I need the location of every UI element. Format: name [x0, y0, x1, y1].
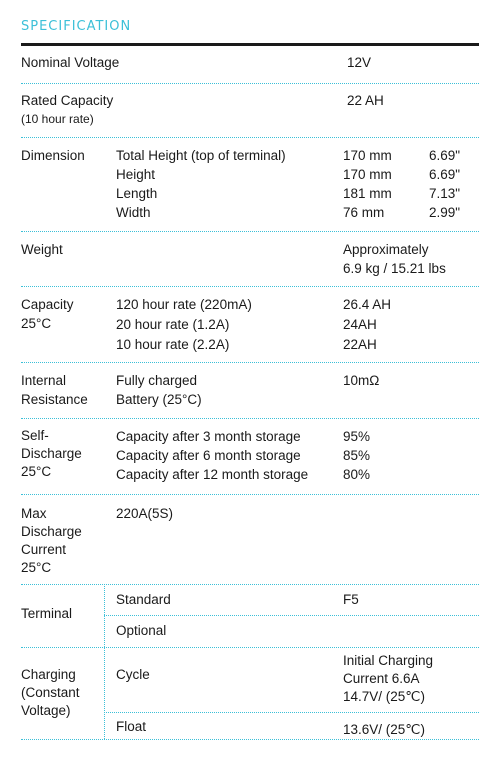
label-dimension: Dimension	[21, 148, 85, 163]
row-separator	[104, 712, 479, 713]
label-charging-line1: Charging	[21, 667, 76, 682]
capacity-item-name: 20 hour rate (1.2A)	[116, 317, 230, 332]
value-weight-line2: 6.9 kg / 15.21 lbs	[343, 261, 446, 276]
internal-resistance-condition-line2: Battery (25°C)	[116, 392, 202, 407]
dimension-item-mm: 170 mm	[343, 167, 392, 182]
self-discharge-item-value: 95%	[343, 429, 371, 444]
charging-cycle-line3: 14.7V/ (25℃)	[343, 689, 425, 704]
label-self-discharge-line3: 25°C	[21, 464, 52, 479]
terminal-standard-label: Standard	[116, 592, 171, 607]
label-rated-capacity: Rated Capacity	[21, 93, 114, 108]
label-max-discharge-line1: Max	[21, 506, 47, 521]
capacity-item-value: 24AH	[343, 317, 377, 332]
row-separator	[21, 286, 479, 287]
row-separator	[21, 83, 479, 84]
dimension-item-mm: 181 mm	[343, 186, 392, 201]
label-max-discharge-line2: Discharge	[21, 524, 82, 539]
label-internal-resistance-line1: Internal	[21, 373, 67, 388]
dimension-item-name: Width	[116, 205, 151, 220]
row-separator	[21, 739, 479, 740]
label-charging-line2: (Constant	[21, 685, 80, 700]
spec-title: SPECIFICATION	[21, 19, 132, 34]
capacity-item-name: 10 hour rate (2.2A)	[116, 337, 230, 352]
capacity-item-name: 120 hour rate (220mA)	[116, 297, 252, 312]
dimension-item-mm: 76 mm	[343, 205, 385, 220]
dimension-item-name: Length	[116, 186, 158, 201]
value-nominal-voltage: 12V	[347, 55, 372, 70]
row-separator	[21, 584, 479, 585]
label-max-discharge-line3: Current	[21, 542, 67, 557]
column-separator	[104, 647, 105, 739]
row-separator	[104, 615, 479, 616]
terminal-optional-label: Optional	[116, 623, 167, 638]
charging-cycle-line2: Current 6.6A	[343, 671, 420, 686]
internal-resistance-condition-line1: Fully charged	[116, 373, 198, 388]
capacity-item-value: 22AH	[343, 337, 377, 352]
row-separator	[21, 494, 479, 495]
label-terminal: Terminal	[21, 606, 73, 621]
label-capacity: Capacity	[21, 297, 74, 312]
value-max-discharge: 220A(5S)	[116, 506, 174, 521]
note-rated-capacity: (10 hour rate)	[21, 112, 94, 126]
self-discharge-item-name: Capacity after 12 month storage	[116, 467, 309, 482]
value-internal-resistance: 10mΩ	[343, 373, 380, 388]
dimension-item-inch: 6.69"	[429, 148, 461, 163]
title-underline	[21, 43, 479, 46]
dimension-item-name: Total Height (top of terminal)	[116, 148, 286, 163]
charging-cycle-label: Cycle	[116, 667, 150, 682]
dimension-item-inch: 7.13"	[429, 186, 461, 201]
row-separator	[21, 137, 479, 138]
label-nominal-voltage: Nominal Voltage	[21, 55, 120, 70]
charging-float-label: Float	[116, 719, 147, 734]
self-discharge-item-name: Capacity after 3 month storage	[116, 429, 301, 444]
dimension-item-name: Height	[116, 167, 156, 182]
self-discharge-item-value: 85%	[343, 448, 371, 463]
terminal-standard-value: F5	[343, 592, 359, 607]
label-weight: Weight	[21, 242, 63, 257]
label-max-discharge-line4: 25°C	[21, 560, 52, 575]
self-discharge-item-name: Capacity after 6 month storage	[116, 448, 301, 463]
row-separator	[21, 647, 479, 648]
charging-float-value: 13.6V/ (25℃)	[343, 722, 425, 737]
label-self-discharge-line1: Self-	[21, 428, 49, 443]
label-self-discharge-line2: Discharge	[21, 446, 82, 461]
dimension-item-mm: 170 mm	[343, 148, 392, 163]
dimension-item-inch: 6.69"	[429, 167, 461, 182]
capacity-item-value: 26.4 AH	[343, 297, 392, 312]
self-discharge-item-value: 80%	[343, 467, 371, 482]
value-rated-capacity: 22 AH	[347, 93, 384, 108]
capacity-temp: 25°C	[21, 316, 52, 331]
row-separator	[21, 231, 479, 232]
row-separator	[21, 418, 479, 419]
value-weight-line1: Approximately	[343, 242, 429, 257]
dimension-item-inch: 2.99"	[429, 205, 461, 220]
charging-cycle-line1: Initial Charging	[343, 653, 434, 668]
row-separator	[21, 362, 479, 363]
label-charging-line3: Voltage)	[21, 703, 71, 718]
label-internal-resistance-line2: Resistance	[21, 392, 88, 407]
